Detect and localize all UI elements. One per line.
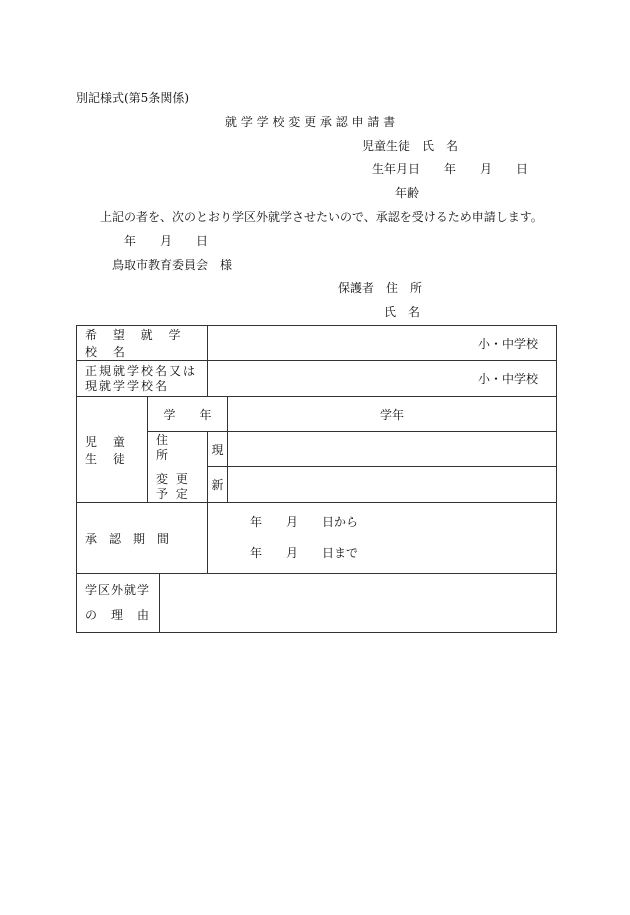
address-change-label [148, 432, 208, 503]
child-name-label: 児童生徒 氏 名 [362, 139, 459, 153]
desired-school-label: 希 望 就 学 校 名 [77, 326, 208, 361]
new-address-marker: 新 [208, 467, 228, 503]
grade-row [77, 397, 557, 432]
addressee: 鳥取市教育委員会 様 [112, 258, 233, 272]
annex-label: 別記様式(第5条関係) [76, 91, 189, 105]
current-address-marker: 現 [208, 432, 228, 467]
grade-field[interactable] [228, 397, 557, 432]
application-date: 年 月 日 [124, 234, 209, 248]
desired-school-suffix: 小・中学校 [478, 336, 539, 351]
current-address-field[interactable] [228, 432, 557, 467]
reason-label-line1: 学区外就学 [85, 583, 151, 597]
guardian-address-label: 保護者 住 所 [338, 281, 423, 295]
age-label: 年齢 [395, 186, 420, 200]
form-title: 就 学 学 校 変 更 承 認 申 請 書 [225, 115, 396, 129]
reason-label-line2: の 理 由 [85, 608, 151, 622]
desired-school-field[interactable] [208, 326, 557, 361]
current-school-label [77, 361, 208, 397]
current-school-row [77, 361, 557, 397]
address-label-line2: 変 更 予 定 [156, 471, 190, 501]
application-table [76, 325, 557, 633]
approval-period-field[interactable] [208, 503, 557, 574]
new-address-field[interactable] [228, 467, 557, 503]
current-school-suffix: 小・中学校 [478, 372, 539, 386]
reason-field[interactable] [160, 574, 557, 633]
current-school-label-line1: 正規就学校名又は [85, 363, 198, 378]
approval-period-row [77, 503, 557, 574]
current-school-label-line2: 現就学学校名 [85, 378, 170, 393]
birthdate-label: 生年月日 年 月 日 [372, 162, 529, 176]
desired-school-row [77, 326, 557, 361]
address-label-line1: 住 所 [156, 432, 199, 462]
period-to: 年 月 日まで [250, 546, 359, 560]
application-statement: 上記の者を、次のとおり学区外就学させたいので、承認を受けるため申請します。 [100, 210, 543, 224]
grade-label: 学 年 [148, 397, 228, 432]
period-from: 年 月 日から [250, 515, 359, 529]
reason-row [77, 574, 557, 633]
address-current-row [77, 432, 557, 467]
guardian-name-label: 氏 名 [384, 305, 421, 319]
student-label: 児 童 生 徒 [77, 397, 148, 503]
approval-period-label: 承 認 期 間 [77, 503, 208, 574]
current-school-field[interactable] [208, 361, 557, 397]
grade-value: 学年 [380, 407, 405, 422]
reason-label [77, 574, 160, 633]
